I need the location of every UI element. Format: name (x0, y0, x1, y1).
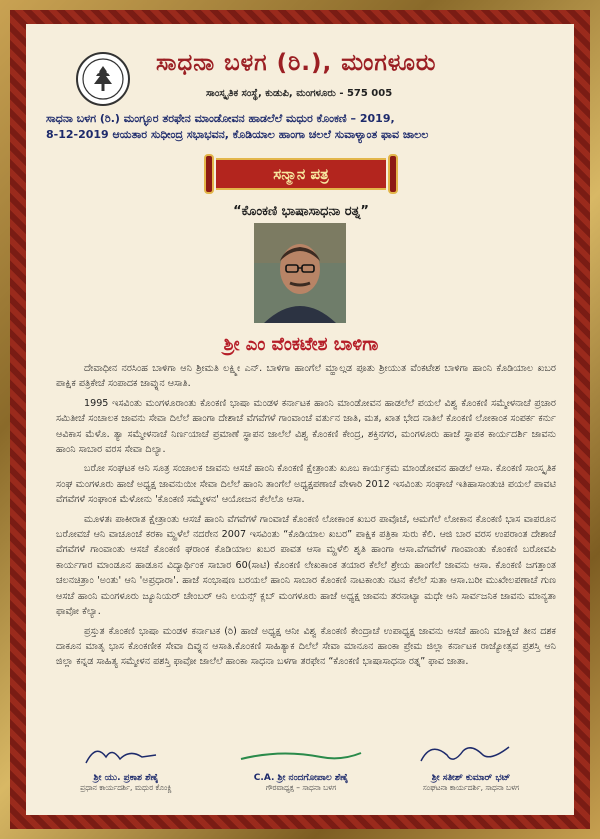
citation-paragraph: ಬರೋ ಸಂಘಟಕ ಆನಿ ಸೂತ್ರ ಸಂಚಾಲಕ ಜಾವನು ಆಸಚೆ ಹಾಂನಿ ಕೊಂಕಣಿ ಕ್ಷೇತ್ರಾಂತು ಖೂಬ ಕಾರ್ಯಕ್ರಮ ಮಾಂಡೋವನ ಹಾಡಲೆ ಆಸಾ. ಕೊಂಕಣಿ ಸಾಂಸ್ಕೃತಿಕ ಸಂಘ ಮಂಗಳೂರು ಹಾಜೆ ಅಧ್ಯಕ್ಷ ಜಾವನುಯೀ ಸೇವಾ ದಿಲೆಲೆ ಹಾಂನಿ ತಾಂಗೆಲೆ ಅಧ್ಯಕ್ಷಪಣಾಚೆ ವೇಳಾರಿ 2012 ಇಸವಿಂತು ಸಂಘಾಚೆ ಇತಿಹಾಸಾಂತುಚಿ ಪಯಲೆ ಪಾವಟಿ ವೆಗವೆಗಳೆ ಸಂಘಾಂಕ ಮೆಳೋನು 'ಕೊಂಕಣಿ ಸಮ್ಮೇಳನ' ಆಯೋಜನ ಕೆಲೆಲೊ ಆಸಾ. (56, 463, 556, 506)
award-title: “ಕೊಂಕಣಿ ಭಾಷಾಸಾಧನಾ ರತ್ನ” (233, 204, 369, 219)
certificate-paper (26, 24, 574, 815)
banner-label: ಸನ್ಮಾನ ಪತ್ರ (273, 165, 329, 183)
signature-mark-3 (391, 739, 551, 769)
event-description-line-2: 8-12-2019 ಆಯತಾರ ಸುಧೀಂದ್ರ ಸಭಾಭವನ, ಕೊಡಿಯಾಲ ಹಾಂಗಾ ಚಲಲೆ ಸುವಾಳ್ಯಾಂತ ಫಾವ ಜಾಲಲ (46, 128, 429, 141)
signatory-role-3: ಸಂಘಟನಾ ಕಾರ್ಯದರ್ಶಿ, ಸಾಧನಾ ಬಳಗ (422, 783, 520, 792)
signatory-role-2: ಗೌರವಾಧ್ಯಕ್ಷ – ಸಾಧನಾ ಬಳಗ (265, 783, 337, 792)
signature-block-3 (391, 739, 551, 793)
signature-mark-2 (221, 739, 381, 769)
citation-paragraph: ದೇವಾಧೀನ ನರಸಿಂಹ ಬಾಳಿಗಾ ಆನಿ ಶ್ರೀಮತಿ ಲಕ್ಷ್ಮೀ ಎನ್. ಬಾಳಿಗಾ ಹಾಂಗೆಲೆ ಮ್ಹಾಲ್ಗಡ ಪೂತು ಶ್ರೀಯುತ ವೆಂಕಟೇಶ ಬಾಳಿಗಾ ಹಾಂನಿ ಕೊಡಿಯಾಲ ಖಬರ ಪಾಕ್ಷಿಕ ಪತ್ರಿಕೇಚೆ ಸಂಪಾದಕ ಜಾವ್ನುನ ಆಸಾತಿ. (56, 363, 556, 390)
organization-address: ಸಾಂಸ್ಕೃತಿಕ ಸಂಸ್ಥೆ, ಕುಡುಪಿ, ಮಂಗಳೂರು - 575 005 (206, 88, 393, 99)
honoree-photo (254, 223, 346, 323)
scroll-left-roll (204, 154, 214, 194)
organization-logo (76, 52, 130, 106)
signatory-name-2: C.A. ಶ್ರೀ ನಂದಗೋಪಾಲ ಶೆಣೈ (253, 773, 349, 783)
event-description-line-1: ಸಾಧನಾ ಬಳಗ (ರಿ.) ಮಂಗ್ಳೂರ ತರಫೇನ ಮಾಂಡೋವನ ಹಾಡಲೆಲೆ ಮಧುರ ಕೊಂಕಣಿ – 2019, (46, 112, 395, 125)
frame-mat (10, 10, 590, 829)
citation-body (56, 361, 556, 674)
signature-mark-1 (46, 739, 206, 769)
scroll-right-roll (388, 154, 398, 194)
citation-paragraph: ಪ್ರಸ್ತುತ ಕೊಂಕಣಿ ಭಾಷಾ ಮಂಡಳ ಕರ್ನಾಟಕ (ರಿ) ಹಾಜೆ ಅಧ್ಯಕ್ಷ ಆನೀ ವಿಶ್ವ ಕೊಂಕಣಿ ಕೇಂದ್ರಾಚೆ ಉಪಾಧ್ಯಕ್ಷ ಜಾವನು ಆಸಚೆ ಹಾಂನಿ ಮಾಕ್ಷಿಚೆ ತೀನ ದಶಕ ದಾಕೂನ ಮಾತೃ ಭಾಸ ಕೊಂಕಣೀಕ ಸೇವಾ ದಿವ್ನುನ ಆಸಾತಿ.ಕೊಂಕಣಿ ಸಾಹಿತ್ಯಾಕ ದಿಲೆಲೆ ಸೇವಾ ಮಾನೂನ ಹಾಂಕಾ ಪ್ರೇಮ ಜಿಲ್ಲಾ ಕರ್ನಾಟಕ ರಾಜ್ಯೋತ್ಸವ ಪ್ರಶಸ್ತಿ ಆನಿ ಜಿಲ್ಲಾ ಕನ್ನಡ ಸಾಹಿತ್ಯ ಸಮ್ಮೇಳನ ಪಶಸ್ತಿ ಫಾವೋ ಜಾಲೆಲೆ ಹಾಂಕಾ ಸಾಧನಾ ಬಳಗಾ ತರಫೇನ “ಕೊಂಕಣಿ ಭಾಷಾಸಾಧನಾ ರತ್ನ” ಫಾವ ಜಾತಾ. (56, 625, 556, 668)
signature-block-1 (46, 739, 206, 793)
citation-paragraph: 1995 ಇಸವಿಂತು ಮಂಗಳೂರಾಂತು ಕೊಂಕಣಿ ಭಾಷಾ ಮಂಡಳ ಕರ್ನಾಟಕ ಹಾಂನಿ ಮಾಂಡೋವನ ಹಾಡಲೆಲೆ ಪಯಲೆ ವಿಶ್ವ ಕೊಂಕಣಿ ಸಮ್ಮೇಳನಾಚೆ ಪ್ರಚಾರ ಸಮಿತೀಚೆ ಸಂಚಾಲಕ ಜಾವನು ಸೇವಾ ದಿಲೆಲೆ ಹಾಂಗಾ ದೇಶಾಚೆ ವೆಗವೆಗಳೆ ಗಾಂವಾಂಚೆ ವರ್ತುನ ಜಾತಿ, ಮತ, ಖಾತ ಭೇದ ನಾತಿಲೆ ಕೊಂಕಣಿ ಲೋಕಾಂಕ ಸಂಪರ್ಕ ಕರ್ನು ಆವಿಕಾಸ ಮೆಳೊ. ತ್ಯಾ ಸಮ್ಮೇಳನಾಚೆ ನಿರ್ಣಯಾಚೆ ಪ್ರಮಾಣೆ ಸ್ಥಾಪನ ಜಾಲೆಲೆ ವಿಶ್ವ ಕೊಂಕಣಿ ಕೇಂದ್ರ, ಶಕ್ತಿನಗರ, ಮಂಗಳೂರು ಹಾಜೆ ಸ್ಥಾಪಕ ಕಾರ್ಯದರ್ಶಿ ಜಾವನು ಹಾಂನಿ ಸಾಬಾರ ವರಸ ಸೇವಾ ದಿಲ್ಯಾ. (56, 397, 556, 456)
organization-name: ಸಾಧನಾ ಬಳಗ (ರಿ.), ಮಂಗಳೂರು (156, 50, 437, 76)
signature-block-2 (221, 739, 381, 793)
certificate-banner (216, 158, 386, 190)
signatory-name-3: ಶ್ರೀ ಸತೀಶ್ ಕುಮಾರ್ ಭಟ್ (431, 773, 511, 783)
honoree-name: ಶ್ರೀ ಎಂ ವೆಂಕಟೇಶ ಬಾಳಿಗಾ (223, 334, 379, 355)
signatory-role-1: ಪ್ರಧಾನ ಕಾರ್ಯದರ್ಶಿ, ಮಧುರ ಕೊಂಕ್ಣಿ (80, 783, 172, 792)
citation-paragraph: ಮೂಳತಃ ಪಾಕೀರಾತ ಕ್ಷೇತ್ರಾಂತು ಆಸಚೆ ಹಾಂನಿ ವೆಗವೆಗಳೆ ಗಾಂವಾಚೆ ಕೊಂಕಣಿ ಲೋಕಾಂಕ ಖಬರ ಪಾವೊಚೆ, ಆಮಗೆಲೆ ಲೋಕಾನ ಕೊಂಕಣಿ ಭಾಸ ವಾಪರೂನ ಬರೋವಚೆ ಆನಿ ವಾಚೂಂಚೆ ಕರಕಾ ಮ್ಹಳೆಲೆ ನದರೇನ 2007 ಇಸವಿಂತು “ಕೊಡಿಯಾಲ ಖಬರ” ಪಾಕ್ಷಿಕ ಪತ್ರಿಕಾ ಸುರು ಕೆಲಿ. ಆಜಿ ಬಾರ ವರಸ ಉಪರಾಂತ ದೇಶಾಚೆ ವೆಗವೆಗಳೆ ಗಾಂವಾಂತು ಆಸಚೆ ಕೊಂಕಣಿ ಘರಾಂಕ ಕೊಡಿಯಾಲ ಖಬರ ಪಾವತ ಆಸಾ ಮ್ಹಳೆಲಿ ಶೃತಿ ಹಾಂಗಾ ಆಸಾ.ವೆಗವೆಗಳೆ ಗಾಂವಾಂತು ಕೊಂಕಣಿ ಬರೋವಪಿ ಕಾರ್ಯಗಾರ ಮಾಂಡೂನ ಹಾಡೂನ ವಿದ್ಯಾರ್ಥಿಂಕ ಸಾಬಾರ 60(ಸಾಟಿ) ಕೊಂಕಣಿ ಲೇಖಕಾಂಕ ತಯಾರ ಕೆಲೆಲೆ ಶ್ರೇಯ ಹಾಂಗೆಲೆ ಜಾವನು ಆಸಾ. ಕೊಂಕಣಿ ಜಗತ್ತಾಂತ ಚಲನಚಿತ್ರಾಂ 'ಅಂತು' ಆನಿ 'ಅಪ್ರಧಾರಾ'. ಹಾಜೆ ಸಂಭಾಷಣ ಬರಯಲೆ ಹಾಂನಿ ಸಾಬಾರ ಕೊಂಕಣಿ ನಾಟಕಾಂತು ನಟನ ಕೆಲೆಲೆ ಸುತಾ ಆಸಾ.ಬರೀ ಮುಖೇಲಪಣಾಚೆ ಗುಣ ಆಸಚೆ ಹಾಂನಿ ಮಂಗಳೂರು ಜ್ಯೂನಿಯರ್ ಚೇಂಬರ್ ಆನಿ ಲಯನ್ಸ್ ಕ್ಲಬ್ ಮಂಗಳೂರು ಹಾಜೆ ಅಧ್ಯಕ್ಷ ಜಾವನು ತರನಾಟ್ಯಾ ಮಧೇ ಆನಿ ಸಾರ್ವಜನಿಕ ಜಾವನು ಮಾನ್ಯತಾ ಫಾವೋ ಕೆಲ್ಯಾ. (56, 513, 556, 618)
signatory-name-1: ಶ್ರೀ ಯು. ಪ್ರಕಾಶ ಶೆಣೈ (93, 773, 159, 783)
